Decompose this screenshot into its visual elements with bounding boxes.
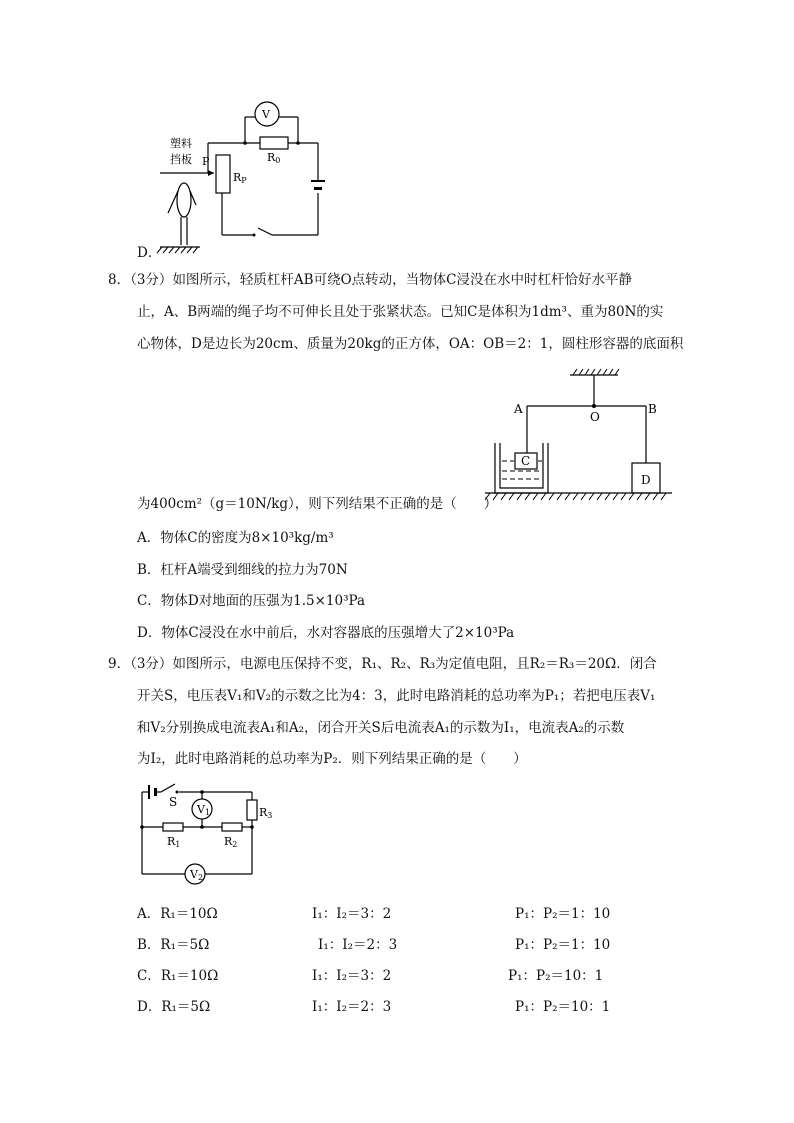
q8-number: 8． [108, 272, 131, 288]
q8-option-c[interactable]: C．物体D对地面的压强为1.5×10³Pa [137, 593, 366, 609]
q9-option-b-col3: P₁：P₂＝1：10 [515, 937, 611, 953]
q9-option-c-col3: P₁：P₂＝10：1 [508, 968, 604, 984]
q9-option-b-col1[interactable]: B．R₁＝5Ω [137, 937, 210, 953]
q9-circuit-figure [135, 782, 285, 888]
q8-label-b: B [648, 402, 657, 416]
q7-voltmeter-label: V [262, 108, 270, 121]
q9-option-d-col1[interactable]: D．R₁＝5Ω [137, 999, 211, 1015]
q9-score: （3分） [130, 656, 173, 672]
q8-score: （3分） [130, 272, 173, 288]
q9-r3-resistor [247, 800, 257, 820]
q7-circuit-figure [140, 95, 340, 255]
q9-option-d-col3: P₁：P₂＝10：1 [515, 999, 611, 1015]
q9-r2-resistor [222, 823, 242, 831]
q8-lever-figure [480, 363, 680, 508]
q7-plastic-label-2: 挡板 [170, 153, 192, 166]
q8-stem-line-2: 止，A、B两端的绳子均不可伸长且处于张紧状态。已知C是体积为1dm³、重为80N的实 [137, 304, 664, 320]
q8-label-c: C [521, 454, 531, 468]
q8-stem-line-4: 为400cm²（g＝10N/kg），则下列结果不正确的是（ ） [137, 496, 498, 512]
q9-option-c-col1[interactable]: C．R₁＝10Ω [137, 968, 219, 984]
q9-option-b-col2: I₁：I₂＝2：3 [318, 937, 398, 953]
q8-label-o: O [590, 410, 600, 424]
q9-stem-line-4: 为I₂，此时电路消耗的总功率为P₂．则下列结果正确的是（ ） [137, 751, 527, 767]
q8-stem-line-1: 如图所示，轻质杠杆AB可绕O点转动，当物体C浸没在水中时杠杆恰好水平静 [172, 272, 633, 288]
q9-line-1 [108, 656, 657, 672]
q7-slider-label: P [202, 155, 210, 168]
q7-r0-resistor [260, 137, 288, 149]
q8-stem-line-3: 心物体，D是边长为20cm、质量为20kg的正方体，OA：OB＝2：1，圆柱形容器的底面积 [137, 336, 684, 352]
q9-v1-label: V1 [197, 803, 211, 817]
q9-option-c-col2: I₁：I₂＝3：2 [312, 968, 392, 984]
q8-line-1 [108, 272, 632, 288]
q9-r1-resistor [163, 823, 183, 831]
q9-option-a-col2: I₁：I₂＝3：2 [312, 906, 392, 922]
q7-r0-label: R0 [267, 151, 281, 165]
q9-stem-line-3: 和V₂分别换成电流表A₁和A₂，闭合开关S后电流表A₁的示数为I₁，电流表A₂的示数 [137, 720, 625, 736]
q9-r2-label: R2 [224, 835, 238, 849]
q9-r3-label: R3 [259, 806, 273, 820]
q8-option-a[interactable]: A．物体C的密度为8×10³kg/m³ [137, 530, 334, 546]
q7-rheostat [216, 155, 230, 193]
q9-switch-label: S [169, 795, 178, 809]
q8-label-a: A [514, 402, 523, 416]
q7-plastic-label-1: 塑料 [170, 137, 192, 150]
q9-r1-label: R1 [167, 835, 181, 849]
q7-option-d[interactable]: D． [137, 245, 162, 261]
q9-option-a-col1[interactable]: A．R₁＝10Ω [137, 906, 218, 922]
q8-option-b[interactable]: B．杠杆A端受到细线的拉力为70N [137, 562, 348, 578]
q9-v2-label: V2 [190, 868, 204, 882]
q9-number: 9． [108, 656, 131, 672]
q9-stem-line-1: 如图所示，电源电压保持不变，R₁、R₂、R₃为定值电阻，且R₂＝R₃＝20Ω．闭合 [172, 656, 657, 672]
q9-option-a-col3: P₁：P₂＝1：10 [515, 906, 611, 922]
q9-option-d-col2: I₁：I₂＝2：3 [312, 999, 392, 1015]
q8-option-d[interactable]: D．物体C浸没在水中前后，水对容器底的压强增大了2×10³Pa [137, 625, 515, 641]
q9-stem-line-2: 开关S，电压表V₁和V₂的示数之比为4：3，此时电路消耗的总功率为P₁；若把电压表V₁ [137, 688, 656, 704]
q7-rp-label: RP [233, 171, 247, 185]
q8-label-d: D [641, 473, 651, 487]
